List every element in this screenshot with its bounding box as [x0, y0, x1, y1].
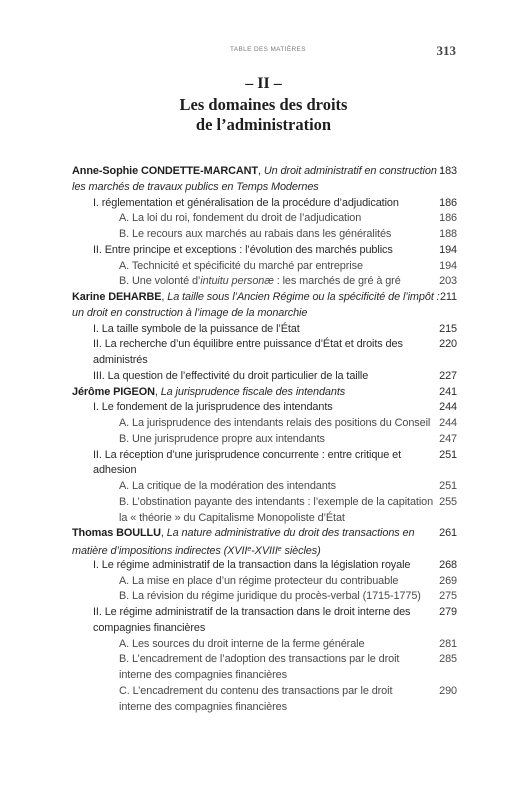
entry-author: Karine DEHARBE: [72, 291, 162, 303]
toc-section[interactable]: [72, 369, 457, 385]
subsection-label-continued: interne des compagnies financières: [119, 700, 287, 713]
toc-subsection-continued: [72, 511, 457, 527]
toc-section[interactable]: [72, 196, 457, 212]
section-label: II. La réception d’une jurisprudence concurrente : entre critique et: [93, 448, 402, 461]
part-title-line-2: de l’administration: [195, 115, 332, 134]
subsection-page: 244: [439, 417, 457, 429]
section-label: I. Le fondement de la jurisprudence des intendants: [93, 401, 333, 414]
section-page: 186: [439, 196, 457, 209]
subsection-page: 186: [439, 212, 457, 225]
subsection-page: 269: [439, 574, 457, 587]
subsection-page: 281: [439, 637, 457, 650]
subsection-page: 188: [439, 228, 457, 240]
entry-title: La jurisprudence fiscale des intendants: [160, 385, 346, 398]
part-title-line-1: Les domaines des droits: [179, 95, 348, 114]
toc-entry-continued: [72, 180, 457, 196]
section-page: 194: [439, 243, 457, 256]
toc-subsection[interactable]: [72, 637, 457, 653]
entry-title-continued: matière d’impositions indirectes (XVIIe-XVIIIe siècles): [72, 545, 321, 557]
entry-title: Un droit administratif en construction :: [263, 165, 443, 177]
toc-subsection[interactable]: [72, 259, 457, 275]
entry-author: Jérôme PIGEON: [72, 385, 155, 398]
toc-section[interactable]: [72, 322, 457, 338]
section-label: I. Le régime administratif de la transaction dans la législation royale: [93, 558, 411, 571]
entry-title: La taille sous l’Ancien Régime ou la spécificité de l’impôt :: [167, 291, 440, 303]
toc-subsection[interactable]: [72, 479, 457, 495]
toc-subsection[interactable]: [72, 652, 457, 668]
subsection-page: 247: [439, 432, 457, 445]
toc-entry[interactable]: Karine DEHARBE, La taille sous l’Ancien Régime ou la spécificité de l’impôt : 211: [72, 290, 457, 306]
page-number: 313: [436, 43, 456, 58]
toc-subsection-continued: [72, 700, 457, 716]
section-page: 279: [439, 606, 457, 618]
subsection-label: C. L’encadrement du contenu des transactions par le droit: [119, 684, 393, 697]
section-page: 244: [439, 401, 457, 414]
subsection-label: B. L’encadrement de l’adoption des transactions par le droit: [119, 653, 400, 666]
entry-title-continued: un droit en construction à l’image de la monarchie: [72, 306, 308, 319]
entry-page: 211: [439, 291, 457, 303]
section-label: II. Entre principe et exceptions : l’évolution des marchés publics: [93, 243, 393, 256]
subsection-label: A. La jurisprudence des intendants relais des positions du Conseil: [119, 417, 431, 429]
entry-title-continued: les marchés de travaux publics en Temps Modernes: [72, 180, 319, 193]
subsection-page: 275: [439, 590, 457, 603]
subsection-page: 194: [439, 259, 457, 272]
section-label-continued: adhesion: [93, 464, 137, 477]
toc-entry-continued: [72, 542, 457, 558]
subsection-label: B. Le recours aux marchés au rabais dans les généralités: [119, 228, 392, 240]
part-number: – II –: [245, 75, 282, 92]
entry-title: La nature administrative du droit des transactions en: [166, 527, 415, 540]
subsection-page: 251: [439, 480, 457, 492]
toc-section[interactable]: [72, 605, 457, 621]
entry-page: 183: [439, 165, 457, 177]
toc-subsection[interactable]: [72, 574, 457, 590]
entry-page: 241: [439, 385, 457, 398]
subsection-label: A. La critique de la modération des intendants: [119, 480, 336, 492]
running-title: TABLE DES MATIÈRES: [230, 46, 306, 53]
section-page: 215: [439, 322, 457, 335]
toc-subsection-continued: [72, 668, 457, 684]
subsection-label: B. La révision du régime juridique du procès-verbal (1715-1775): [119, 590, 421, 603]
entry-author: Anne-Sophie CONDETTE-MARCANT: [72, 165, 258, 177]
section-label: II. Le régime administratif de la transaction dans le droit interne des: [93, 606, 411, 618]
toc-subsection[interactable]: [72, 495, 457, 511]
toc-section-continued: [72, 353, 457, 369]
toc-section-continued: [72, 463, 457, 479]
subsection-label: A. La mise en place d’un régime protecteur du contribuable: [119, 574, 399, 587]
section-label: II. La recherche d’un équilibre entre puissance d’État et droits des: [93, 338, 403, 351]
subsection-label-continued: interne des compagnies financières: [119, 669, 287, 681]
toc-subsection[interactable]: [72, 274, 457, 290]
section-label: I. réglementation et généralisation de la procédure d’adjudication: [93, 196, 399, 209]
table-of-contents: [72, 164, 457, 715]
toc-section-continued: [72, 621, 457, 637]
toc-subsection[interactable]: [72, 416, 457, 432]
section-label: I. La taille symbole de la puissance de l’État: [93, 322, 300, 335]
toc-section[interactable]: [72, 243, 457, 259]
toc-section[interactable]: [72, 558, 457, 574]
entry-author: Thomas BOULLU: [72, 527, 161, 540]
subsection-page: 203: [439, 275, 457, 288]
subsection-label: B. L’obstination payante des intendants : l’exemple de la capitation: [119, 495, 434, 508]
toc-section[interactable]: [72, 400, 457, 416]
subsection-label: A. Technicité et spécificité du marché par entreprise: [119, 259, 363, 272]
section-page: 227: [439, 369, 457, 382]
toc-subsection[interactable]: [72, 227, 457, 243]
section-label-continued: compagnies financières: [93, 621, 206, 634]
subsection-page: 285: [439, 653, 457, 666]
toc-subsection[interactable]: [72, 589, 457, 605]
subsection-label: B. Une volonté d’intuitu personæ : les marchés de gré à gré: [119, 275, 401, 288]
subsection-label-continued: la « théorie » du Capitalisme Monopoliste d’État: [119, 511, 345, 524]
running-head: [0, 43, 527, 59]
toc-subsection[interactable]: [72, 211, 457, 227]
section-label: III. La question de l’effectivité du droit particulier de la taille: [93, 369, 369, 382]
toc-section[interactable]: [72, 448, 457, 464]
section-page: 268: [439, 558, 457, 571]
toc-subsection[interactable]: [72, 432, 457, 448]
toc-entry-continued: [72, 306, 457, 322]
subsection-page: 255: [439, 495, 457, 508]
subsection-label: A. Les sources du droit interne de la ferme générale: [119, 637, 365, 650]
part-title: [0, 95, 527, 135]
subsection-label: A. La loi du roi, fondement du droit de l’adjudication: [119, 212, 362, 225]
subsection-label: B. Une jurisprudence propre aux intendants: [119, 432, 325, 445]
toc-section[interactable]: [72, 337, 457, 353]
section-label-continued: administrés: [93, 354, 148, 366]
section-page: 251: [439, 448, 457, 461]
subsection-page: 290: [439, 684, 457, 697]
toc-entry[interactable]: Anne-Sophie CONDETTE-MARCANT, Un droit administratif en construction : 183: [72, 164, 457, 180]
section-page: 220: [439, 338, 457, 351]
toc-subsection[interactable]: [72, 684, 457, 700]
entry-page: 261: [439, 527, 457, 540]
toc-entry[interactable]: Thomas BOULLU, La nature administrative du droit des transactions en 261: [72, 526, 457, 542]
toc-entry[interactable]: Jérôme PIGEON, La jurisprudence fiscale des intendants 241: [72, 385, 457, 401]
